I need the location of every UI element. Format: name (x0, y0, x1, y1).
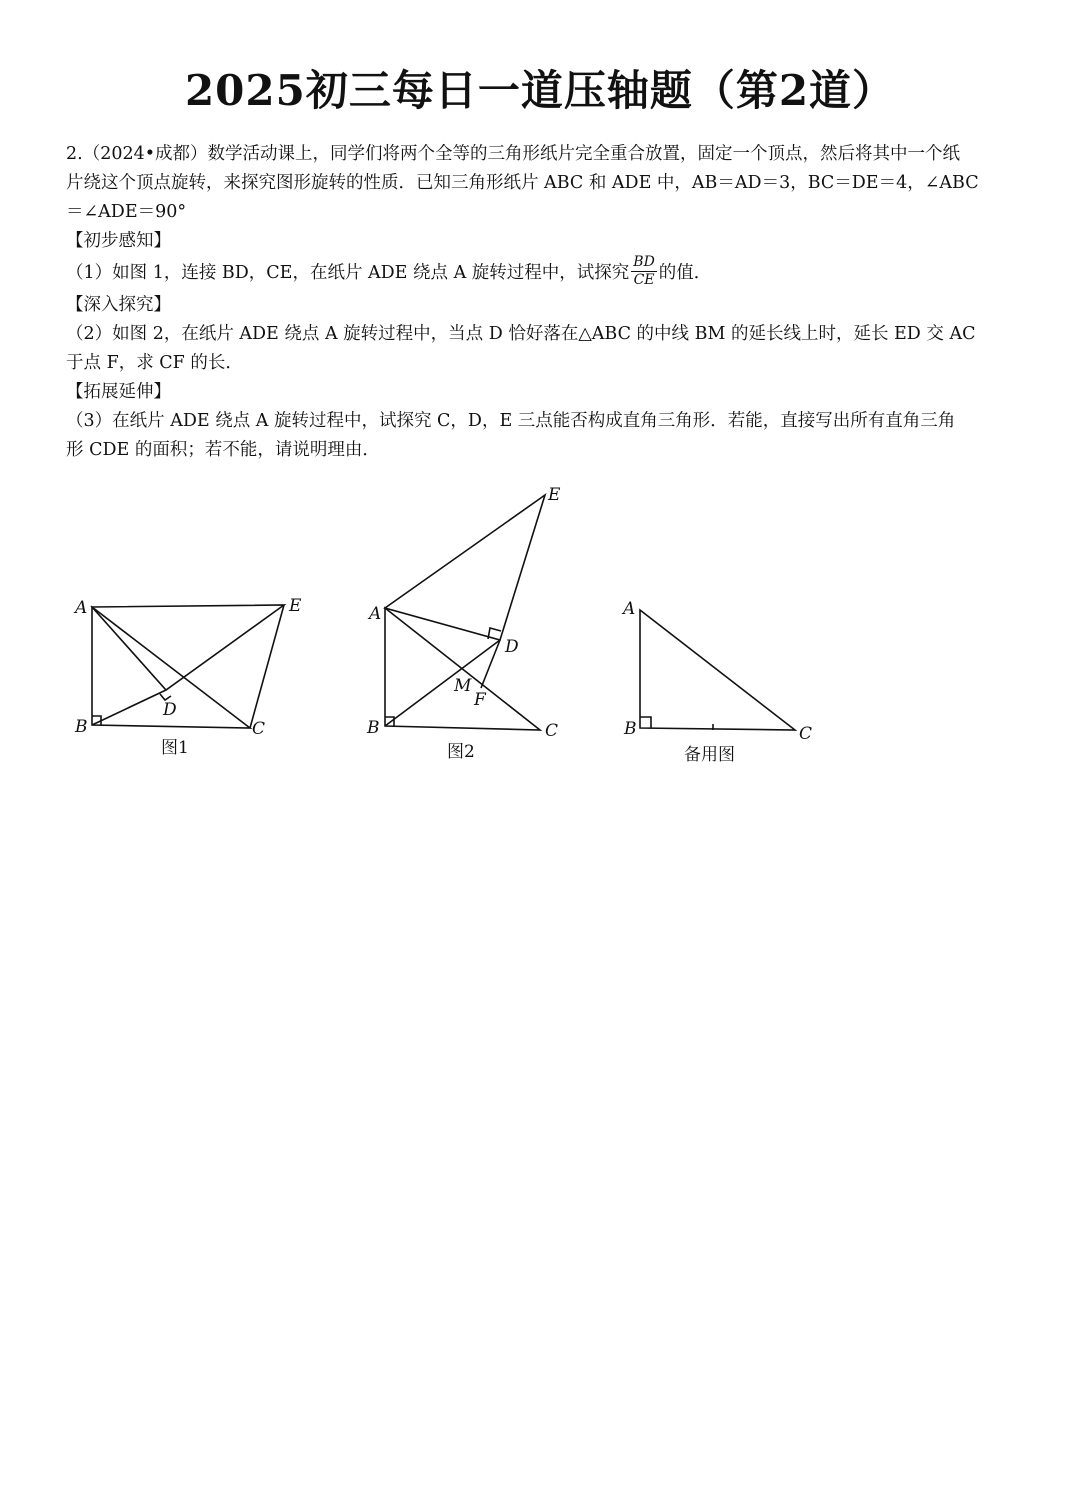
figures-area (0, 480, 1080, 780)
figures-svg (0, 480, 1080, 780)
fig2-label-f: F (474, 690, 486, 710)
fig2-label-e: E (548, 485, 561, 505)
fig2-label-d: D (505, 637, 519, 657)
page-title: 2025初三每日一道压轴题（第2道） (184, 66, 896, 115)
fig1-label-a: A (75, 598, 88, 618)
section-heading-preliminary: 【初步感知】 (66, 231, 171, 251)
fraction-bd-ce (631, 254, 657, 289)
fig1-caption: 图1 (161, 738, 189, 758)
fig3-label-b: B (624, 719, 637, 739)
fig1-segment-ce (250, 605, 284, 728)
question-3-line2: 形 CDE 的面积；若不能，请说明理由． (66, 440, 380, 460)
fig2-label-b: B (367, 718, 380, 738)
question-1-text: （1）如图 1，连接 BD，CE，在纸片 ADE 绕点 A 旋转过程中，试探究 (66, 263, 630, 283)
fig3-label-a: A (623, 599, 636, 619)
fraction-numerator: BD (633, 254, 655, 270)
fig1-label-e: E (289, 596, 302, 616)
problem-intro-line1: 2.（2024•成都）数学活动课上，同学们将两个全等的三角形纸片完全重合放置，固定一个顶点，然后将其中一个纸 (66, 144, 961, 164)
fig3-right-angle-b (640, 717, 651, 728)
fig3-caption: 备用图 (684, 745, 735, 765)
problem-intro-line3: ＝∠ADE＝90° (66, 202, 187, 222)
fig3-triangle-abc (640, 610, 795, 730)
section-heading-extension: 【拓展延伸】 (66, 382, 171, 402)
fig1-segment-bd (92, 690, 166, 725)
section-heading-deep: 【深入探究】 (66, 295, 171, 315)
fig2-triangle-ade (385, 495, 545, 640)
fig1-triangle-ade (92, 605, 284, 690)
question-2-line2: 于点 F，求 CF 的长． (66, 353, 243, 373)
fig2-label-c: C (545, 721, 559, 741)
fig2-label-a: A (369, 604, 382, 624)
question-1-tail: 的值． (658, 263, 712, 283)
problem-text (66, 140, 1032, 465)
fig1-label-c: C (252, 719, 266, 739)
fig1-label-d: D (163, 700, 177, 720)
question-1 (66, 256, 1032, 291)
problem-intro-line2: 片绕这个顶点旋转，来探究图形旋转的性质．已知三角形纸片 ABC 和 ADE 中，AB＝AD＝3，BC＝DE＝4，∠ABC (66, 173, 979, 193)
question-2-line1: （2）如图 2，在纸片 ADE 绕点 A 旋转过程中，当点 D 恰好落在△ABC 的中线 BM 的延长线上时，延长 ED 交 AC (66, 324, 976, 344)
fraction-denominator: CE (633, 272, 655, 288)
fig2-label-m: M (454, 676, 472, 696)
question-3-line1: （3）在纸片 ADE 绕点 A 旋转过程中，试探究 C，D，E 三点能否构成直角三角形．若能，直接写出所有直角三角 (66, 411, 956, 431)
fig1-label-b: B (75, 717, 88, 737)
fig3-label-c: C (799, 724, 813, 744)
fig2-caption: 图2 (447, 742, 475, 762)
